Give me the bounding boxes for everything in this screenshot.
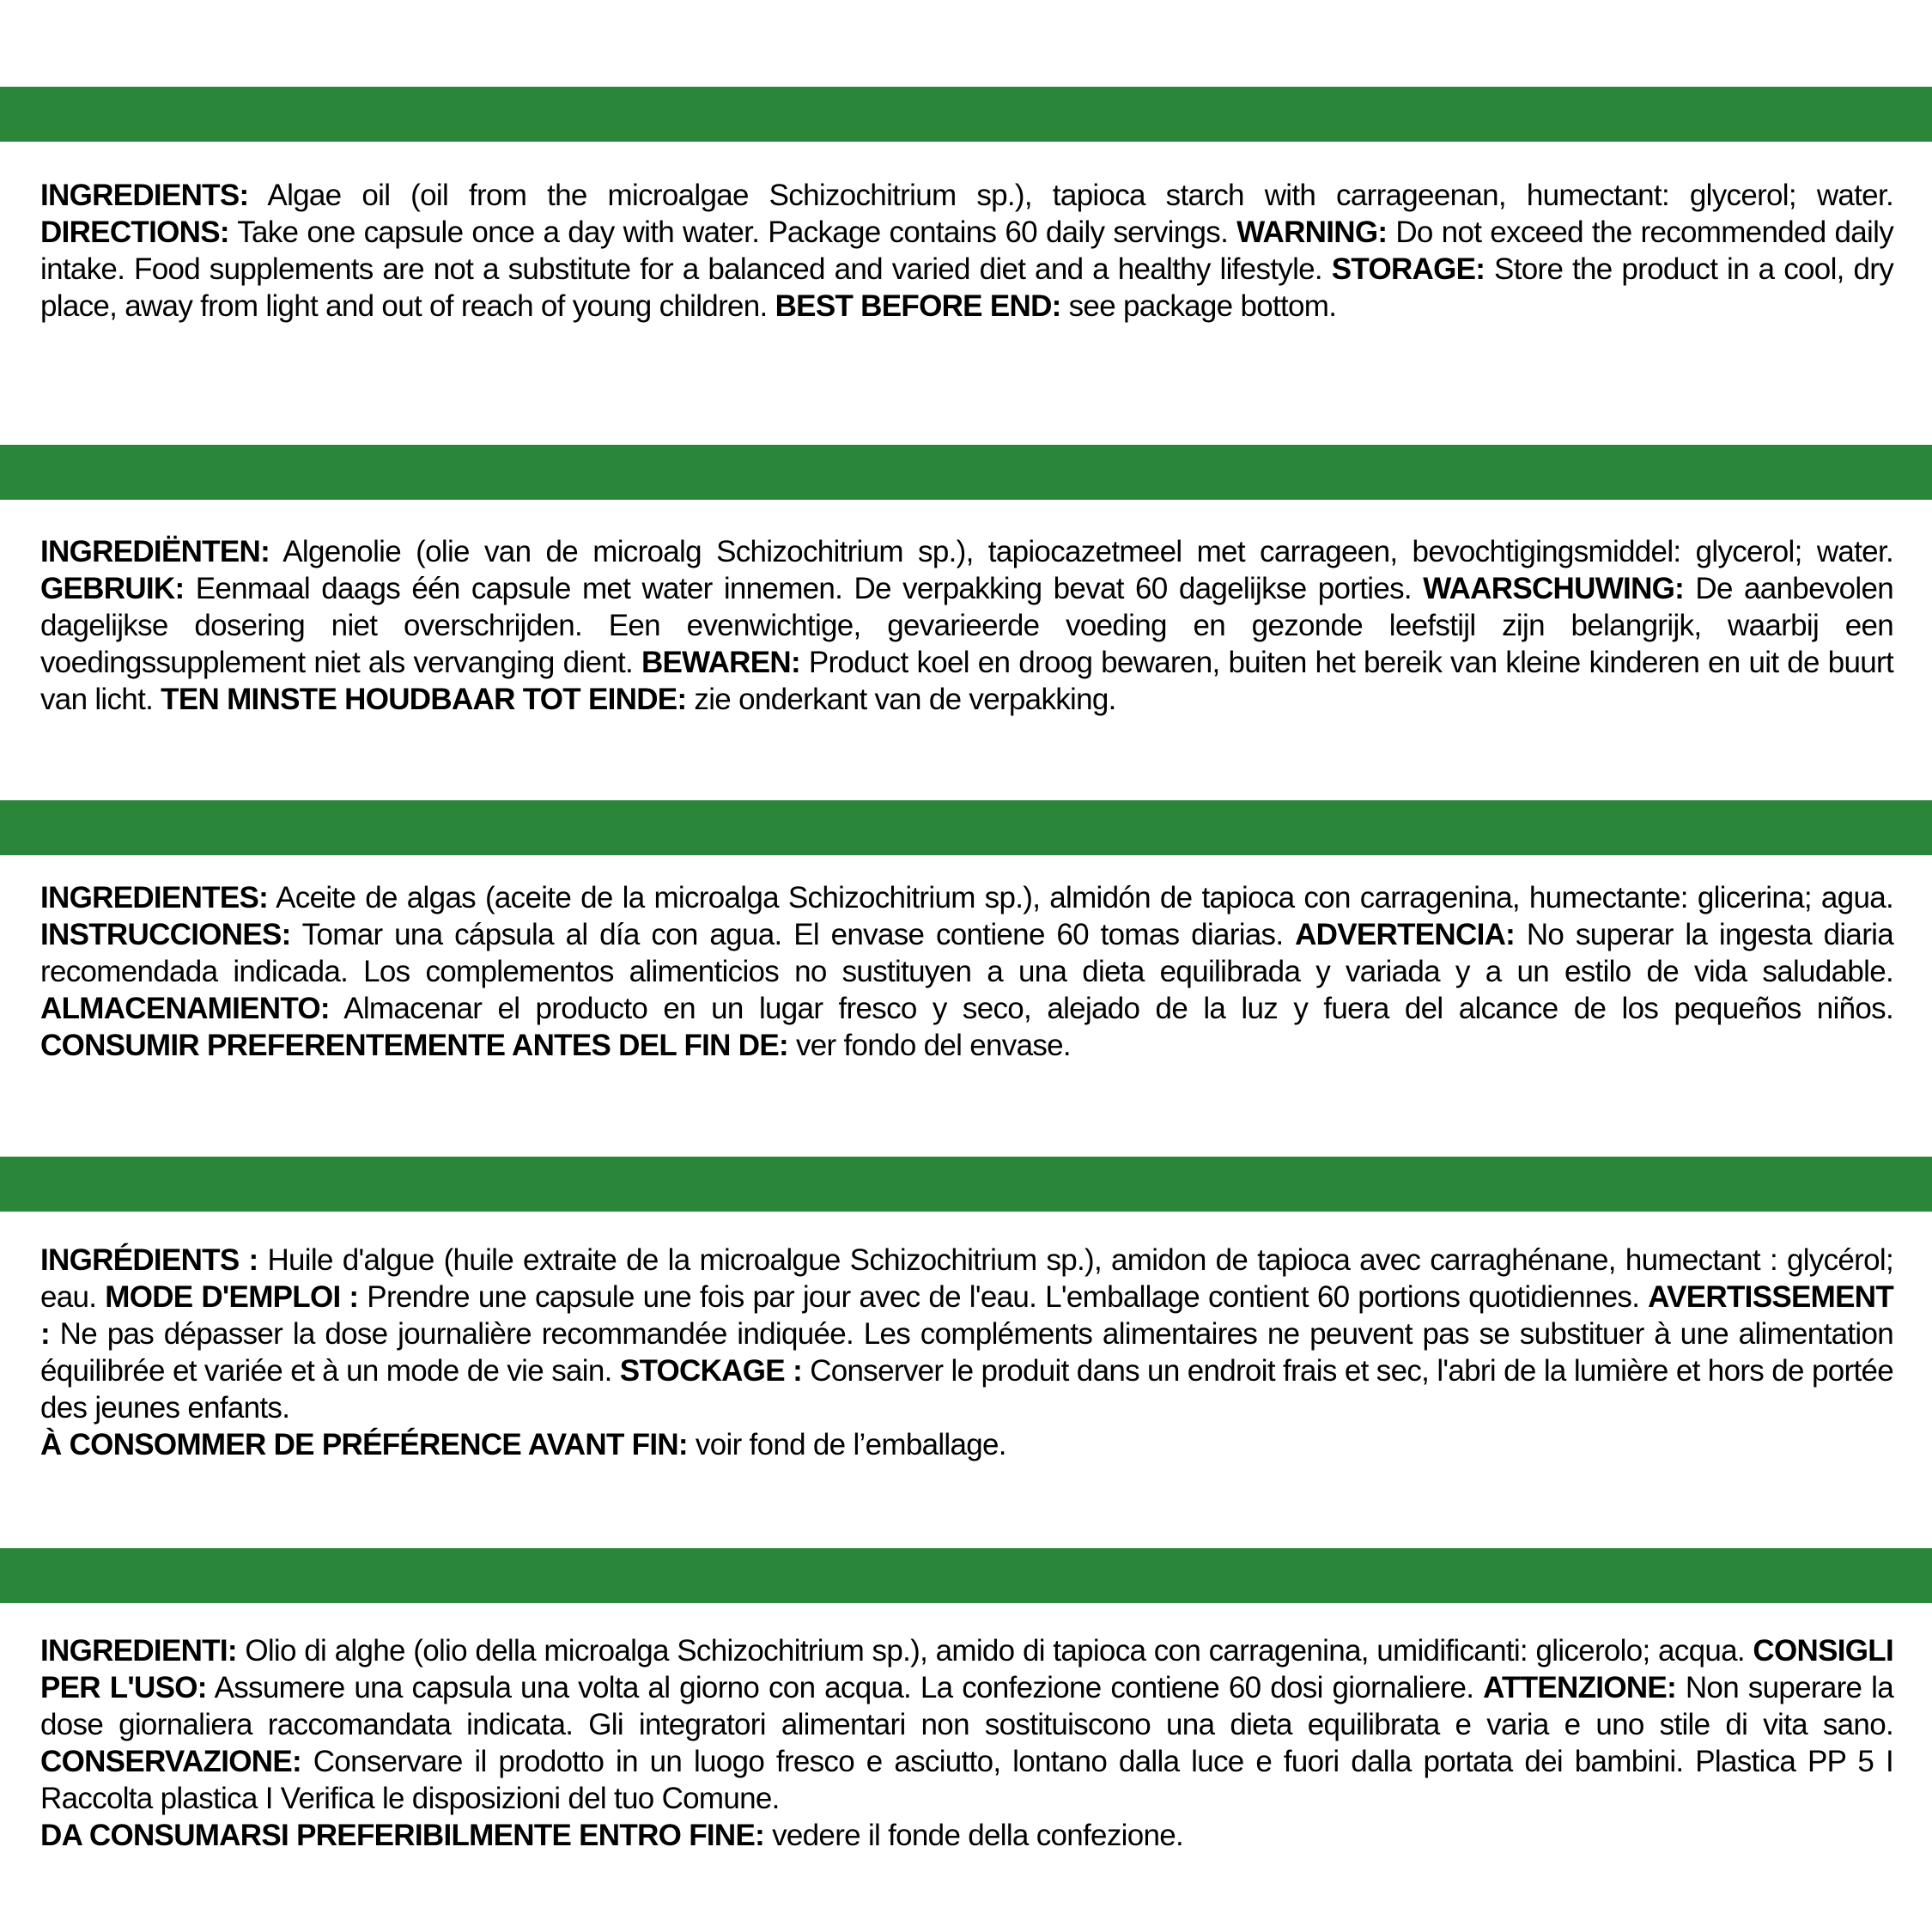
- label-text-spanish: INGREDIENTES: Aceite de algas (aceite de la microalga Schizochitrium sp.), almidón de tapioca con carragenina, humectante: glicerina; agua. INSTRUCCIONES: Tomar una cápsula al día con agua. El envase contiene 60 tomas diarias. ADVERTENCIA: No superar la ingesta diaria recomendada indicada. Los complementos alimenticios no sustituyen a una dieta equilibrada y variada y a un estilo de vida saludable. ALMACENAMIENTO: Almacenar el producto en un lugar fresco y seco, alejado de la luz y fuera del alcance de los pequeños niños. CONSUMIR PREFERENTEMENTE ANTES DEL FIN DE: ver fondo del envase.: [40, 881, 1893, 1062]
- bold-run-in-header: STOCKAGE :: [619, 1354, 803, 1388]
- bold-run-in-header: ADVERTENCIA:: [1295, 918, 1516, 951]
- bold-run-in-header: CONSERVAZIONE:: [40, 1745, 301, 1778]
- bold-run-in-header: INGREDIENTI:: [40, 1634, 237, 1668]
- bold-run-in-header: BEST BEFORE END:: [775, 289, 1061, 323]
- bold-run-in-header: WARNING:: [1236, 216, 1388, 249]
- bold-run-in-header: AVERTISSEMENT :: [40, 1280, 1893, 1351]
- bold-run-in-header: À CONSOMMER DE PRÉFÉRENCE AVANT FIN:: [40, 1428, 688, 1461]
- bold-run-in-header: INGREDIENTES:: [40, 881, 269, 914]
- divider-bar-1: [0, 87, 1932, 142]
- bold-run-in-header: MODE D'EMPLOI :: [105, 1280, 359, 1314]
- bold-run-in-header: TEN MINSTE HOUDBAAR TOT EINDE:: [161, 683, 687, 716]
- bold-run-in-header: DA CONSUMARSI PREFERIBILMENTE ENTRO FINE:: [40, 1819, 765, 1852]
- label-text-dutch: INGREDIËNTEN: Algenolie (olie van de microalg Schizochitrium sp.), tapiocazetmeel met carrageen, bevochtigingsmiddel: glycerol; water. GEBRUIK: Eenmaal daags één capsule met water innemen. De verpakking bevat 60 dagelijkse porties. WAARSCHUWING: De aanbevolen dagelijkse dosering niet overschrijden. Een evenwichtige, gevarieerde voeding en gezonde leefstijl zijn belangrijk, waarbij een voedingssupplement niet als vervanging dient. BEWAREN: Product koel en droog bewaren, buiten het bereik van kleine kinderen en uit de buurt van licht. TEN MINSTE HOUDBAAR TOT EINDE: zie onderkant van de verpakking.: [40, 535, 1894, 716]
- bold-run-in-header: WAARSCHUWING:: [1423, 572, 1685, 605]
- label-text-english: INGREDIENTS: Algae oil (oil from the microalgae Schizochitrium sp.), tapioca starch with carrageenan, humectant: glycerol; water. DIRECTIONS: Take one capsule once a day with water. Package contains 60 daily servings. WARNING: Do not exceed the recommended daily intake. Food supplements are not a substitute for a balanced and varied diet and a healthy lifestyle. STORAGE: Store the product in a cool, dry place, away from light and out of reach of young children. BEST BEFORE END: see package bottom.: [40, 179, 1893, 323]
- bold-run-in-header: DIRECTIONS:: [40, 216, 229, 249]
- label-text-italian: INGREDIENTI: Olio di alghe (olio della microalga Schizochitrium sp.), amido di tapioca con carragenina, umidificanti: glicerolo; acqua. CONSIGLI PER L'USO: Assumere una capsula una volta al giorno con acqua. La confezione contiene 60 dosi giornaliere. ATTENZIONE: Non superare la dose giornaliera raccomandata indicata. Gli integratori alimentari non sostituiscono una dieta equilibrata e varia e uno stile di vita sano. CONSERVAZIONE: Conservare il prodotto in un luogo fresco e asciutto, lontano dalla luce e fuori dalla portata dei bambini. Plastica PP 5 I Raccolta plastica I Verifica le disposizioni del tuo Comune. DA CONSUMARSI PREFERIBILMENTE ENTRO FINE: vedere il fonde della confezione.: [40, 1634, 1893, 1852]
- divider-bar-2: [0, 445, 1932, 500]
- divider-bar-3: [0, 800, 1932, 855]
- bold-run-in-header: GEBRUIK:: [40, 572, 185, 605]
- bold-run-in-header: ALMACENAMIENTO:: [40, 992, 330, 1025]
- bold-run-in-header: INGREDIENTS:: [40, 179, 249, 212]
- bold-run-in-header: CONSIGLI PER L'USO:: [40, 1634, 1893, 1704]
- divider-bar-5: [0, 1548, 1932, 1603]
- label-text-french: INGRÉDIENTS : Huile d'algue (huile extraite de la microalgue Schizochitrium sp.), amidon de tapioca avec carraghénane, humectant : glycérol; eau. MODE D'EMPLOI : Prendre une capsule une fois par jour avec de l'eau. L'emballage contient 60 portions quotidiennes. AVERTISSEMENT : Ne pas dépasser la dose journalière recommandée indiquée. Les compléments alimentaires ne peuvent pas se substituer à une alimentation équilibrée et variée et à un mode de vie sain. STOCKAGE : Conserver le produit dans un endroit frais et sec, l'abri de la lumière et hors de portée des jeunes enfants. À CONSOMMER DE PRÉFÉRENCE AVANT FIN: voir fond de l’emballage.: [40, 1243, 1893, 1461]
- bold-run-in-header: INGREDIËNTEN:: [40, 535, 270, 568]
- bold-run-in-header: INGRÉDIENTS :: [40, 1243, 258, 1277]
- bold-run-in-header: INSTRUCCIONES:: [40, 918, 291, 951]
- bold-run-in-header: CONSUMIR PREFERENTEMENTE ANTES DEL FIN DE:: [40, 1029, 788, 1062]
- bold-run-in-header: ATTENZIONE:: [1483, 1671, 1677, 1704]
- divider-bar-4: [0, 1157, 1932, 1212]
- bold-run-in-header: BEWAREN:: [641, 646, 800, 679]
- bold-run-in-header: STORAGE:: [1331, 252, 1485, 286]
